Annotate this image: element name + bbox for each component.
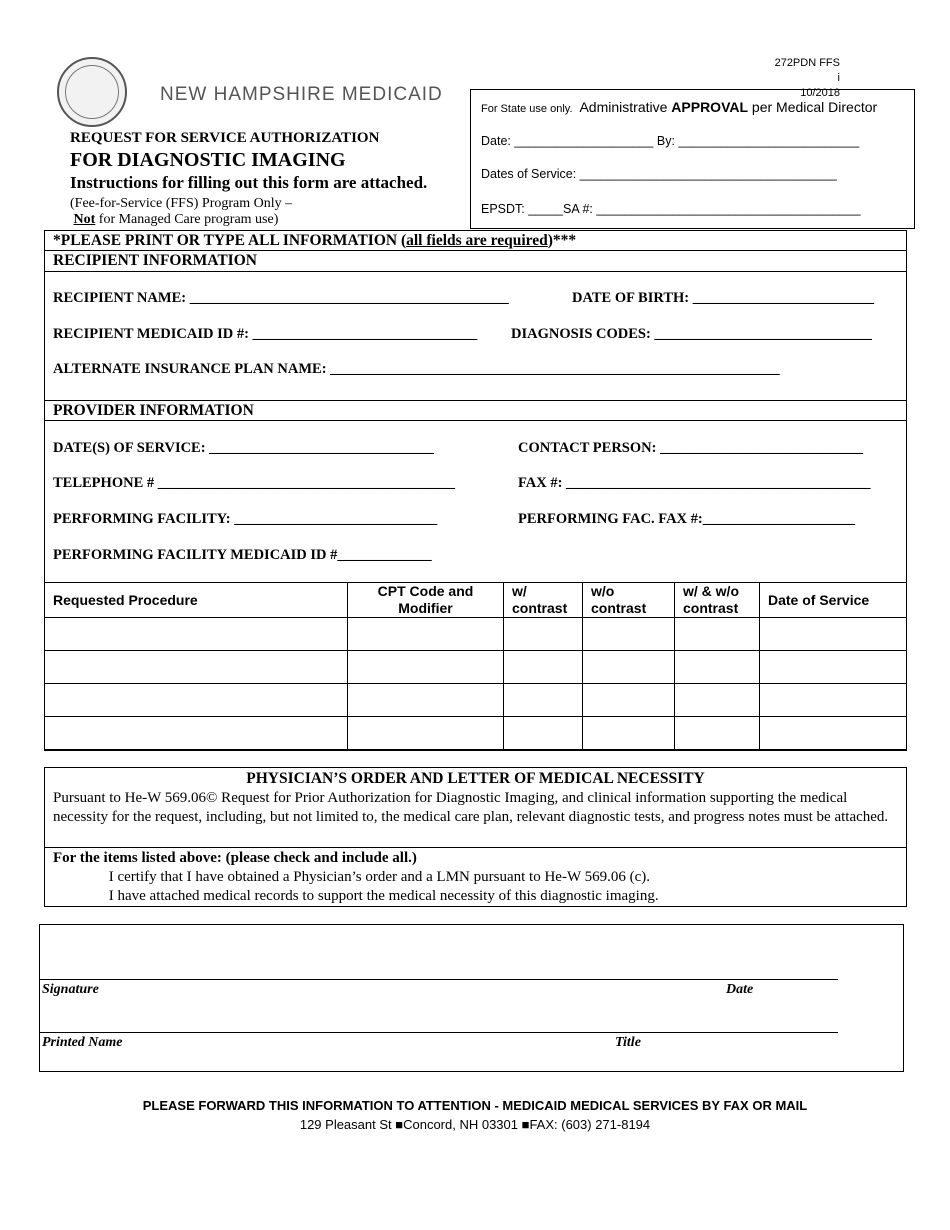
state-seal-logo xyxy=(57,57,127,127)
table-cell[interactable] xyxy=(760,618,907,651)
procedure-table-header xyxy=(45,583,907,618)
table-cell[interactable] xyxy=(583,717,675,750)
printed-name-line[interactable] xyxy=(40,1032,838,1033)
table-cell[interactable] xyxy=(348,618,504,651)
dates-of-service-field[interactable]: DATE(S) OF SERVICE: _______________________________ xyxy=(53,440,434,456)
table-cell[interactable] xyxy=(348,651,504,684)
diagnosis-codes-field[interactable]: DIAGNOSIS CODES: ______________________________ xyxy=(511,326,872,342)
performing-facility-field[interactable]: PERFORMING FACILITY: ____________________________ xyxy=(53,511,438,527)
table-cell[interactable] xyxy=(675,684,760,717)
alternate-insurance-field[interactable]: ALTERNATE INSURANCE PLAN NAME: ______________________________________________________________ xyxy=(53,361,780,377)
checklist-item-physician-order: I certify that I have obtained a Physician’s order and a LMN pursuant to He-W 569.06 (c). xyxy=(108,869,650,885)
contact-person-field[interactable]: CONTACT PERSON: ____________________________ xyxy=(518,440,864,456)
table-cell[interactable] xyxy=(583,651,675,684)
title-label: Title xyxy=(615,1035,641,1050)
date-of-birth-field[interactable]: DATE OF BIRTH: _________________________ xyxy=(572,290,874,306)
table-cell[interactable] xyxy=(504,684,583,717)
table-cell[interactable] xyxy=(760,717,907,750)
recipient-name-field[interactable]: RECIPIENT NAME: ____________________________________________ xyxy=(53,290,509,306)
table-row xyxy=(45,717,907,750)
state-use-heading: For State use only. Administrative APPROVAL per Medical Director xyxy=(481,99,878,115)
print-notice: *PLEASE PRINT OR TYPE ALL INFORMATION (all fields are required)*** xyxy=(53,232,577,249)
table-cell[interactable] xyxy=(45,618,348,651)
table-cell[interactable] xyxy=(504,618,583,651)
table-cell[interactable] xyxy=(760,651,907,684)
checklist-item-medical-records: I have attached medical records to support the medical necessity of this diagnostic imaging. xyxy=(108,888,659,904)
col-date-of-service: Date of Service xyxy=(760,583,907,618)
signature-line[interactable] xyxy=(40,979,838,980)
table-cell[interactable] xyxy=(348,717,504,750)
table-cell[interactable] xyxy=(348,684,504,717)
fax-field[interactable]: FAX #: __________________________________________ xyxy=(518,475,871,491)
state-date-by-field[interactable]: Date: ____________________ By: __________________________ xyxy=(481,134,860,148)
state-use-only: For State use only. xyxy=(481,103,573,115)
printed-name-label: Printed Name xyxy=(42,1035,123,1050)
brand-name: NEW HAMPSHIRE MEDICAID xyxy=(160,84,443,105)
physician-checklist xyxy=(53,849,898,906)
instructions-note: Instructions for filling out this form are attached. xyxy=(70,173,428,192)
recipient-section-title: RECIPIENT INFORMATION xyxy=(53,252,257,269)
table-cell[interactable] xyxy=(675,651,760,684)
signature-box xyxy=(39,924,904,1072)
col-cpt-code: CPT Code and Modifier xyxy=(348,583,504,618)
table-cell[interactable] xyxy=(760,684,907,717)
state-epsdt-field[interactable]: EPSDT: _____SA #: ______________________________________ xyxy=(481,202,861,216)
date-label: Date xyxy=(726,982,754,997)
program-note: (Fee-for-Service (FFS) Program Only – Not for Managed Care program use) xyxy=(70,196,293,227)
performing-fax-field[interactable]: PERFORMING FAC. FAX #:_____________________ xyxy=(518,511,855,527)
table-cell[interactable] xyxy=(675,618,760,651)
state-dates-of-service-field[interactable]: Dates of Service: _____________________________________ xyxy=(481,167,837,181)
telephone-field[interactable]: TELEPHONE # _________________________________________ xyxy=(53,475,455,491)
main-form xyxy=(44,230,907,751)
physician-order-body: Pursuant to He-W 569.06© Request for Prior Authorization for Diagnostic Imaging, and clinical information supporting the medical necessity for the request, including, but not limited to, the medical care plan, relevant diagnostic tests, and progress notes must be attached. xyxy=(53,790,889,825)
form-title-line1: REQUEST FOR SERVICE AUTHORIZATION xyxy=(70,130,380,146)
checklist-heading: For the items listed above: (please check and include all.) xyxy=(53,850,417,866)
provider-section-title: PROVIDER INFORMATION xyxy=(53,402,254,419)
medicaid-id-field[interactable]: RECIPIENT MEDICAID ID #: _______________________________ xyxy=(53,326,478,342)
col-without-contrast: w/o contrast xyxy=(583,583,675,618)
col-with-contrast: w/ contrast xyxy=(504,583,583,618)
footer-address: 129 Pleasant St ■Concord, NH 03301 ■FAX: (603) 271-8194 xyxy=(299,1117,651,1132)
form-title-line2: FOR DIAGNOSTIC IMAGING xyxy=(70,149,346,171)
col-requested-procedure: Requested Procedure xyxy=(45,583,348,618)
physician-order-title: PHYSICIAN’S ORDER AND LETTER OF MEDICAL NECESSITY xyxy=(246,770,705,787)
table-row xyxy=(45,618,907,651)
table-cell[interactable] xyxy=(504,651,583,684)
table-cell[interactable] xyxy=(45,684,348,717)
signature-label: Signature xyxy=(42,982,99,997)
table-cell[interactable] xyxy=(675,717,760,750)
table-row xyxy=(45,684,907,717)
table-row xyxy=(45,651,907,684)
state-use-box xyxy=(470,89,915,229)
table-cell[interactable] xyxy=(45,651,348,684)
facility-medicaid-id-field[interactable]: PERFORMING FACILITY MEDICAID ID #_____________ xyxy=(53,547,432,563)
table-cell[interactable] xyxy=(504,717,583,750)
form-date: 10/2018 xyxy=(800,87,840,99)
approval-word: APPROVAL xyxy=(671,99,749,115)
procedure-table xyxy=(44,582,907,750)
footer-instruction: PLEASE FORWARD THIS INFORMATION TO ATTENTION - MEDICAID MEDICAL SERVICES BY FAX OR MAIL xyxy=(142,1098,808,1113)
table-cell[interactable] xyxy=(45,717,348,750)
table-cell[interactable] xyxy=(583,684,675,717)
physician-order-box xyxy=(44,767,907,907)
table-cell[interactable] xyxy=(583,618,675,651)
col-with-and-without-contrast: w/ & w/o contrast xyxy=(675,583,760,618)
form-number: 272PDN FFS i xyxy=(774,57,840,84)
